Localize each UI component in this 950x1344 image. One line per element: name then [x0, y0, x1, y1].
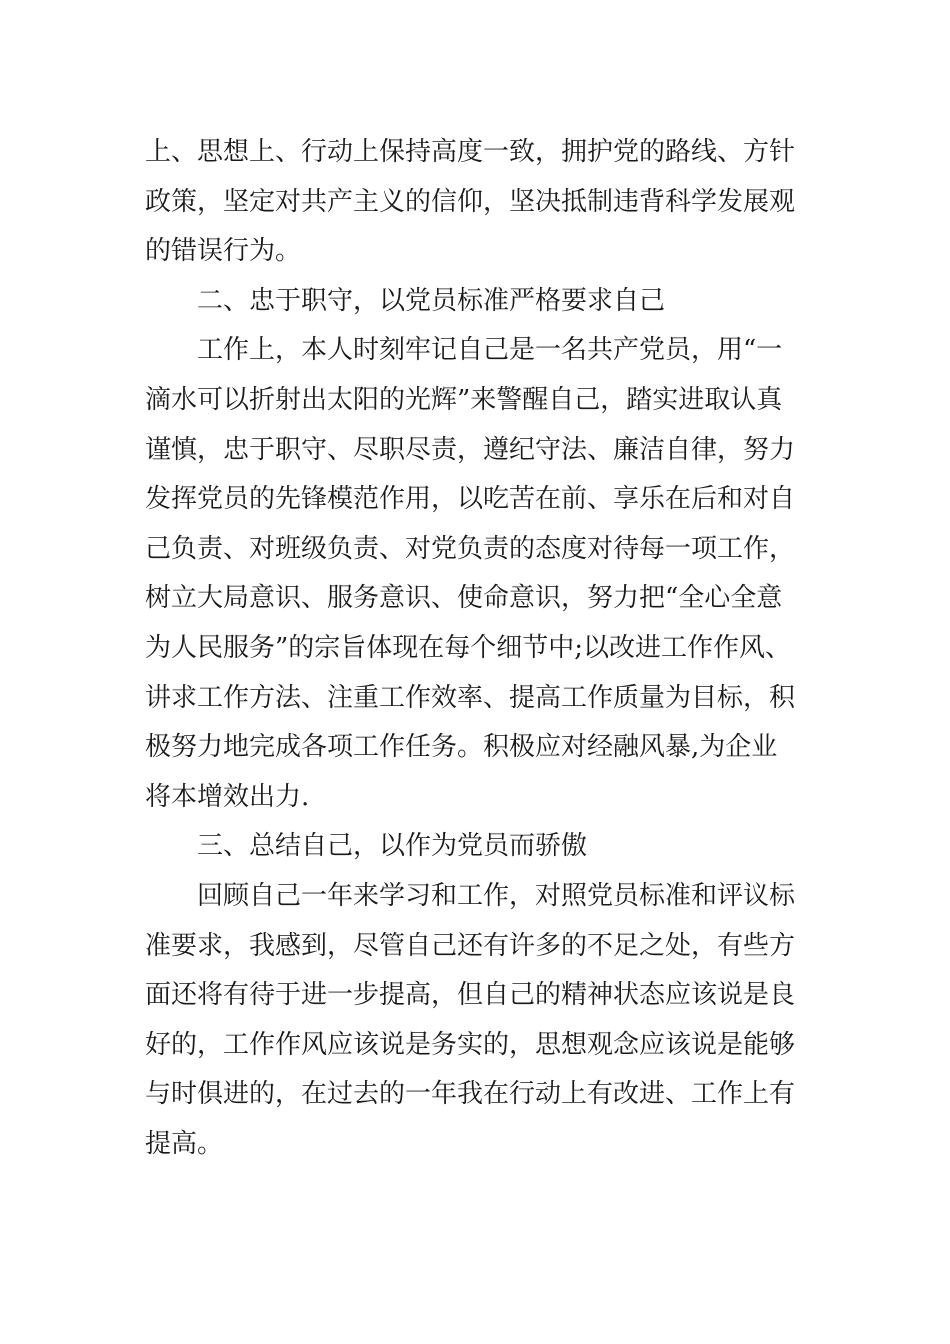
- section-heading: 三、总结自己，以作为党员而骄傲: [197, 831, 588, 862]
- text-line: 己负责、对班级负责、对党负责的态度对待每一项工作，: [145, 533, 796, 564]
- text-line: 准要求，我感到，尽管自己还有许多的不足之处，有些方: [145, 930, 796, 961]
- paragraph-start: 回顾自己一年来学习和工作，对照党员标准和评议标: [197, 880, 796, 911]
- text-line: 的错误行为。: [145, 236, 302, 267]
- text-line: 政策，坚定对共产主义的信仰，坚决抵制违背科学发展观: [145, 186, 796, 217]
- paragraph-start: 工作上，本人时刻牢记自己是一名共产党员，用“一: [197, 335, 783, 366]
- text-line: 极努力地完成各项工作任务。积极应对经融风暴,为企业: [145, 732, 778, 763]
- text-line: 好的，工作作风应该说是务实的，思想观念应该说是能够: [145, 1029, 796, 1060]
- text-line: 滴水可以折射出太阳的光辉”来警醒自己，踏实进取认真: [145, 384, 783, 415]
- text-line: 为人民服务”的宗旨体现在每个细节中;以改进工作作风、: [145, 632, 792, 663]
- text-line: 将本增效出力.: [145, 781, 310, 812]
- text-line: 提高。: [145, 1128, 224, 1159]
- text-line: 面还将有待于进一步提高，但自己的精神状态应该说是良: [145, 980, 796, 1011]
- section-heading: 二、忠于职守，以党员标准严格要求自己: [197, 285, 666, 316]
- text-line: 谨慎，忠于职守、尽职尽责，遵纪守法、廉洁自律，努力: [145, 434, 796, 465]
- text-line: 树立大局意识、服务意识、使命意识，努力把“全心全意: [145, 583, 783, 614]
- text-line: 上、思想上、行动上保持高度一致，拥护党的路线、方针: [145, 137, 796, 167]
- text-line: 与时俱进的，在过去的一年我在行动上有改进、工作上有: [145, 1079, 796, 1110]
- text-line: 发挥党员的先锋模范作用，以吃苦在前、享乐在后和对自: [145, 484, 796, 515]
- text-line: 讲求工作方法、注重工作效率、提高工作质量为目标，积: [145, 682, 796, 713]
- document-body: [145, 128, 805, 1169]
